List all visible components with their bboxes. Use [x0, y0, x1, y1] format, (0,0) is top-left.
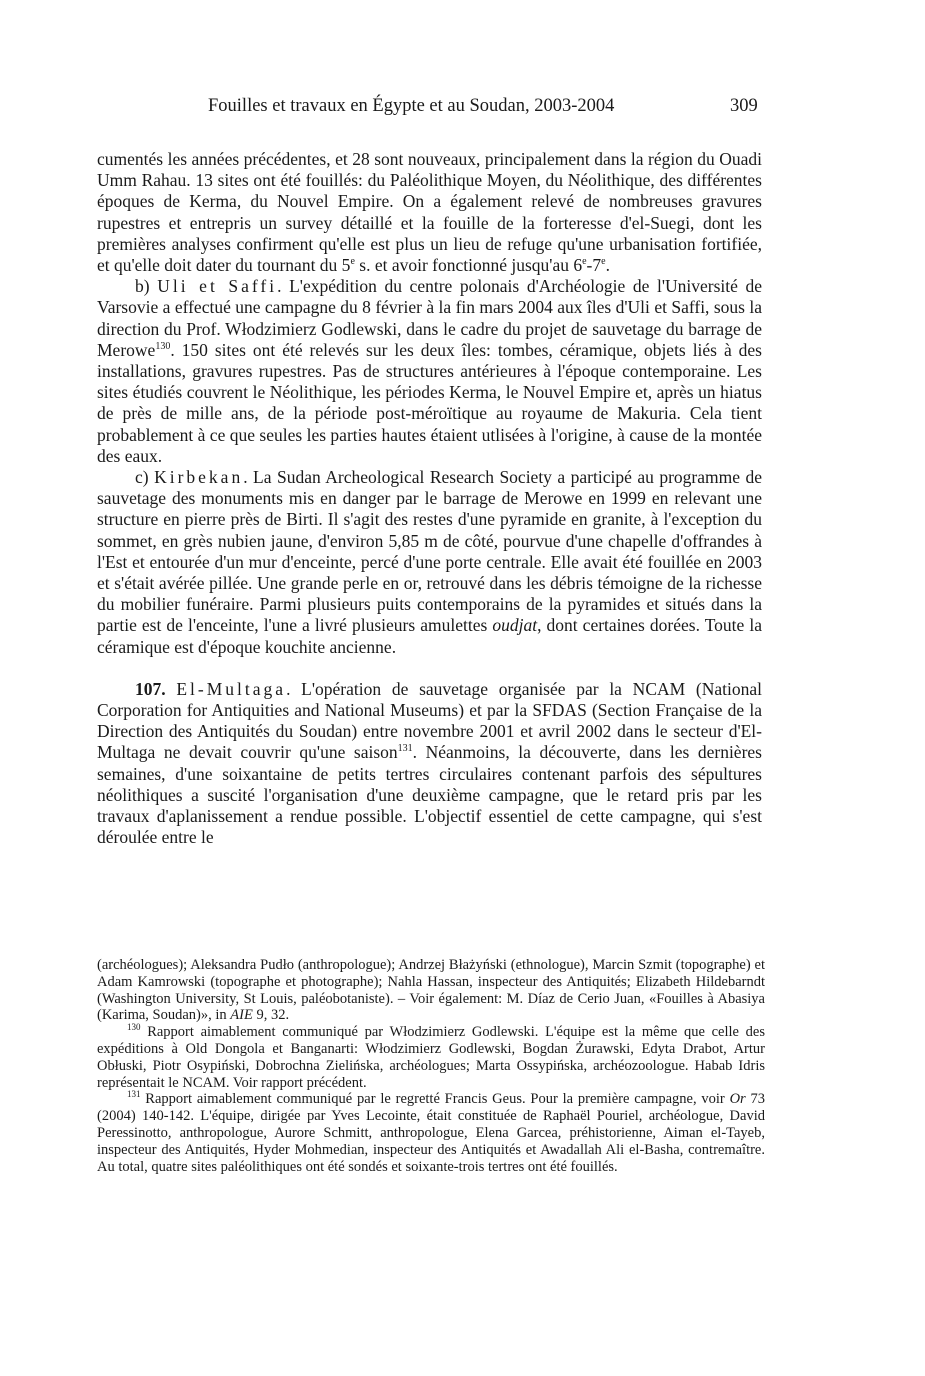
running-title: Fouilles et travaux en Égypte et au Soudan, 2003-2004: [208, 96, 615, 116]
paragraph-el-multaga: 107. El-Multaga. L'opération de sauvetage organisée par la NCAM (National Corporation for Antiquities and National Museums) et par la SFDAS (Section Française de la Direction des Antiquités du Soudan) entre novembre 2001 et avril 2002 dans le secteur d'El-Multaga ne devait couvrir qu'une saison$^{131}$. Néanmoins, la découverte, dans les dernières semaines, d'une soixantaine de petits tertres circulaires contenant parfois des sépultures néolithiques a suscité l'organisation d'une deuxième campagne, que le retard pris par les travaux d'aplanissement a rendue possible. L'objectif essentiel de cette campagne, qui s'est déroulée entre le: [97, 678, 763, 848]
footnote-continuation: (archéologues); Aleksandra Pudło (anthropologue); Andrzej Błażyński (ethnologue), Marcin Szmit (topographe) et Adam Kamrowski (topographe et photographe); Nahla Hassan, inspecteur des Antiquités; Elizabeth Hildebarndt (Washington University, St Louis, paléobotaniste). – Voir également: M. Díaz de Cerio Juan, «Fouilles à Abasiya (Karima, Soudan)», in AIE 9, 32.: [97, 957, 765, 1024]
entry-number: 107.: [135, 678, 166, 699]
section-heading-kirbekan: Kirbekan: [154, 467, 244, 488]
section-heading-uli-saffi: Uli et Saffi: [157, 276, 278, 297]
footnote-130: $^{130}$ Rapport aimablement communiqué par Włodzimierz Godlewski. L'équipe est la même que celle des expéditions à Old Dongola et Banganarti: Włodzimierz Godlewski, Bogdan Żurawski, Edyta Drabot, Artur Obłuski, Piotr Osypiński, Dobrochna Zielińska, archéologues; Marta Ossypińska, archéozoologue. Habab Idris représentait le NCAM. Voir rapport précédent.: [97, 1022, 765, 1091]
section-heading-el-multaga: El-Multaga: [176, 678, 287, 699]
page-number: 309: [730, 96, 758, 116]
paragraph-kirbekan: c) Kirbekan. La Sudan Archeological Research Society a participé au programme de sauvetage des monuments mis en danger par le barrage de Merowe en 1999 en relevant une structure en pierre près de Birti. Il s'agit des restes d'une pyramide en granite, à l'exception du sommet, en grès nubien jaune, d'environ 5,85 m de côté, pourvue d'une chapelle d'offrandes à l'Est et entourée d'un mur d'enceinte, percé d'une porte centrale. Elle avait été fouillée en 2003 et s'était avérée pillée. Une grande perle en or, retrouvé dans les débris témoigne de la richesse du mobilier funéraire. Parmi plusieurs puits contemporains de la pyramides et situés dans la partie est de l'enceinte, l'une a livré plusieurs amulettes oudjat, dont certaines dorées. Toute la céramique est d'époque kouchite ancienne.: [97, 467, 762, 657]
footnote-131: $^{131}$ Rapport aimablement communiqué par le regretté Francis Geus. Pour la première campagne, voir Or 73 (2004) 140-142. L'équipe, dirigée par Yves Lecointe, était constituée de Raphaël Pouriel, archéologue, David Peressinotto, anthropologue, Aurore Schmitt, anthropologue, Elena Garcea, préhistorienne, Aiman el-Tayeb, inspecteur des Antiquités, Hyder Mohmedian, inspecteur des Antiquités et Awadallah Ali el-Basha, contremaître. Au total, quatre sites paléolithiques ont été sondés et soixante-trois tertres ont été fouillés.: [97, 1089, 765, 1175]
paragraph-continuation: cumentés les années précédentes, et 28 sont nouveaux, principalement dans la région du Ouadi Umm Rahau. 13 sites ont été fouillés: du Paléolithique Moyen, du Néolithique, des différentes époques de Kerma, du Nouvel Empire. On a également relevé de nombreuses gravures rupestres et entrepris un survey détaillé et la fouille de la forteresse d'el-Suegi, dont les premières analyses confirment qu'elle est plus un lieu de refuge qu'une urbanisation fortifiée, et qu'elle doit dater du tournant du 5e s. et avoir fonctionné jusqu'au 6e-7e.: [97, 149, 762, 276]
footnote-ref-131: 131: [397, 743, 413, 755]
footnote-ref-130: 130: [155, 341, 171, 352]
footnotes: [97, 957, 765, 1175]
main-text: [97, 149, 762, 849]
running-header: [0, 96, 925, 120]
paragraph-uli-saffi: b) Uli et Saffi. L'expédition du centre polonais d'Archéologie de l'Université de Varsovie a effectué une campagne du 8 février à la fin mars 2004 aux îles d'Uli et Saffi, sous la direction du Prof. Włodzimierz Godlewski, dans le cadre du projet de sauvetage du barrage de Merowe$^{130}$. 150 sites ont été relevés sur les deux îles: tombes, céramique, objets liés à des installations, gravures rupestres. Pas de structures antérieures à l'époque contemporaine. Les sites étudiés couvrent le Néolithique, les périodes Kerma, le Nouvel Empire et, après un hiatus de près de mille ans, de la période post-méroïtique au royaume de Makuria. Cela tient probablement à ce que seules les parties hautes étaient utlisées à l'origine, à cause de la montée des eaux.: [97, 276, 762, 466]
